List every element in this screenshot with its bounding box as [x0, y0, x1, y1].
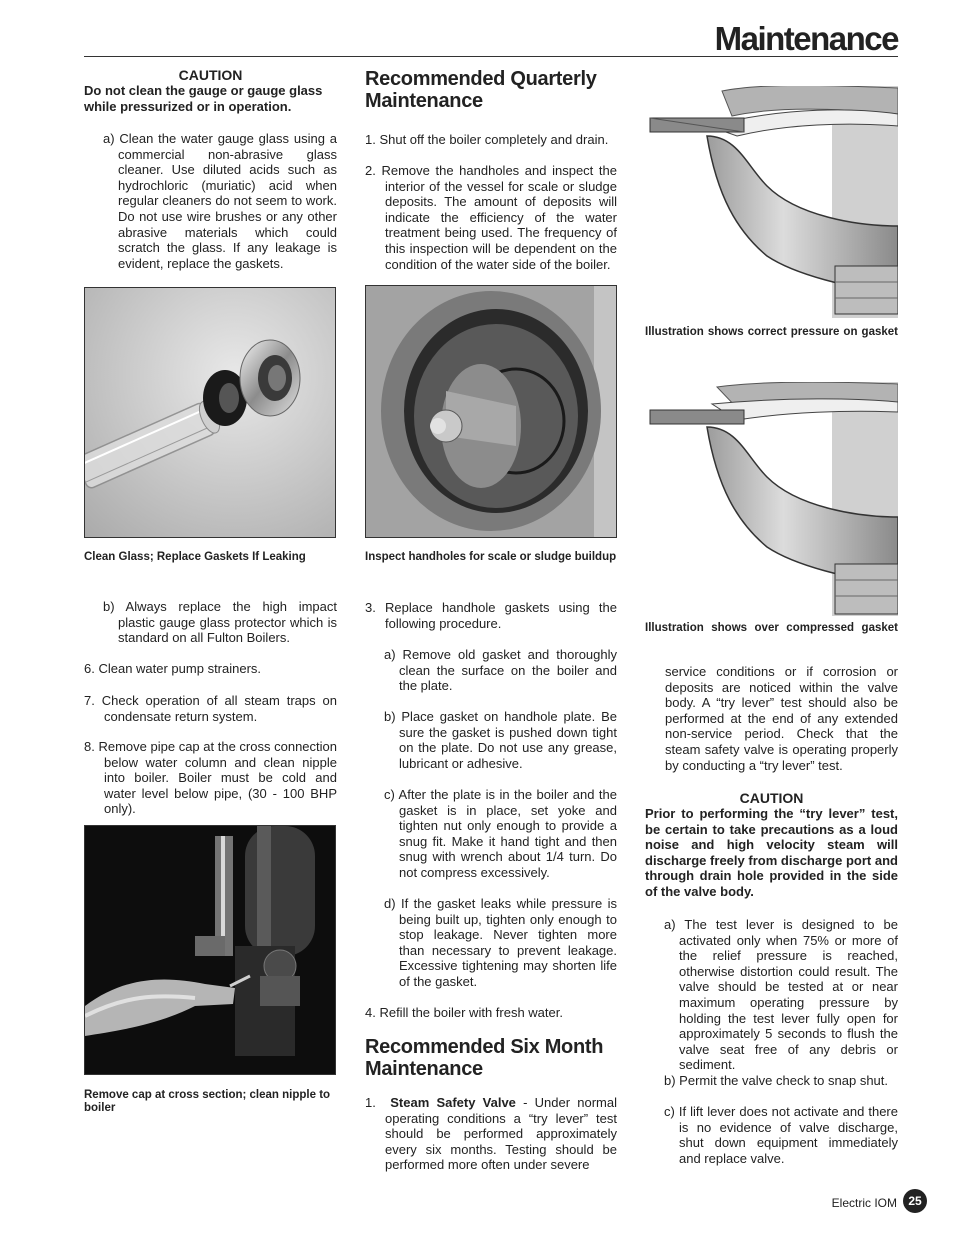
photo-caption: Remove cap at cross section; clean nipple to boiler — [84, 1089, 331, 1114]
caution-heading: CAUTION — [178, 67, 243, 83]
pipe-cap-photo — [84, 825, 336, 1075]
step-refill-boiler: 4. Refill the boiler with fresh water. — [365, 1005, 563, 1020]
step-set-yoke: c) After the plate is in the boiler and the gasket is in place, set yoke and tighten nut only enough to provide a snug fit. Make it hand tight and then snug with wrench about 1/4 turn. Do not compress excessively. — [384, 787, 617, 880]
document-name: Electric IOM — [831, 1196, 897, 1210]
page-number: 25 — [903, 1189, 927, 1213]
header-divider — [84, 56, 898, 57]
section-heading-quarterly: Recommended Quarterly Maintenance — [365, 68, 597, 112]
step-inspect-handholes: 2. Remove the handholes and inspect the interior of the vessel for scale or sludge deposits. The amount of deposits will indicate the efficiency of the water treatment being used. The frequency of this inspection will be dependent on the condition of the water side of the boiler. — [365, 163, 617, 272]
step-remove-pipe-cap: 8. Remove pipe cap at the cross connection below water column and clean nipple into boiler. Boiler must be cold and water level below pipe, (30 - 100 BHP only). — [84, 739, 337, 817]
step-replace-gaskets: 3. Replace handhole gaskets using the following procedure. — [365, 600, 617, 631]
steam-safety-valve-continued: service conditions or if corrosion or deposits are noticed within the valve body. A “try lever” test should also be performed at the end of any extended non-service period. Check that the steam safety valve is operating properly by conducting a “try lever” test. — [665, 664, 898, 773]
illustration-caption: Illustration shows correct pressure on gasket — [645, 326, 898, 338]
section-heading-six-month: Recommended Six Month Maintenance — [365, 1036, 604, 1080]
handhole-photo — [365, 285, 617, 538]
step-text: - Under normal operating conditions a “try lever” test should be performed approximately every six months. Testing should be performed more often under severe — [385, 1095, 617, 1173]
caution-text: Prior to performing the “try lever” test, be certain to take precautions as a loud noise and high velocity steam will discharge freely from discharge port and through drain hole provided in the side of the valve body. — [645, 806, 898, 899]
step-place-gasket: b) Place gasket on handhole plate. Be sure the gasket is pushed down tight on the plate. Do not use any grease, lubricant or adhesive. — [384, 709, 617, 771]
step-number: 1. — [365, 1095, 376, 1110]
gasket-correct-illustration — [647, 86, 898, 318]
step-clean-strainers: 6. Clean water pump strainers. — [84, 661, 262, 676]
steam-safety-valve-label: Steam Safety Valve — [390, 1095, 516, 1110]
step-clean-gauge-glass: a) Clean the water gauge glass using a commercial non-abrasive glass cleaner. Use diluted acids such as hydrochloric (muriatic) acid when regular cleaners do not seem to work. Do not use wire brushes or any other abrasive materials which could scratch the glass. If any leakage is evident, replace the gaskets. — [103, 131, 337, 271]
caution-text: Do not clean the gauge or gauge glass while pressurized or in operation. — [84, 83, 323, 114]
gauge-glass-photo — [84, 287, 336, 538]
step-replace-valve: c) If lift lever does not activate and there is no evidence of valve discharge, shut down equipment immediately and replace valve. — [664, 1104, 898, 1166]
step-replace-protector: b) Always replace the high impact plastic gauge glass protector which is standard on all Fulton Boilers. — [103, 599, 337, 646]
step-shut-off-boiler: 1. Shut off the boiler completely and drain. — [365, 132, 609, 147]
caution-heading: CAUTION — [739, 790, 804, 806]
step-test-lever: a) The test lever is designed to be activated only when 75% or more of the relief pressure is reached, otherwise distortion could result. The valve should be tested at or near maximum operating pressure by holding the test lever fully open for approximately 5 seconds to flush the valve seat free of any debris or sediment. — [664, 917, 898, 1073]
step-remove-old-gasket: a) Remove old gasket and thoroughly clean the surface on the boiler and the plate. — [384, 647, 617, 694]
step-check-steam-traps: 7. Check operation of all steam traps on condensate return system. — [84, 693, 337, 724]
page-title: Maintenance — [714, 20, 898, 57]
photo-caption: Clean Glass; Replace Gaskets If Leaking — [84, 551, 306, 563]
illustration-caption: Illustration shows over compressed gasket — [645, 622, 898, 634]
step-permit-valve-check: b) Permit the valve check to snap shut. — [664, 1073, 888, 1088]
caution-block-try-lever — [645, 790, 898, 899]
gasket-over-compressed-illustration — [647, 382, 898, 616]
caution-block-gauge — [84, 67, 337, 114]
photo-caption: Inspect handholes for scale or sludge buildup — [365, 551, 617, 563]
step-tighten-on-leak: d) If the gasket leaks while pressure is being built up, tighten only enough to stop leakage. Never tighten more than necessary to prevent leakage. Excessive tightening may shorten life of the gasket. — [384, 896, 617, 989]
step-steam-safety-valve — [365, 1095, 617, 1173]
